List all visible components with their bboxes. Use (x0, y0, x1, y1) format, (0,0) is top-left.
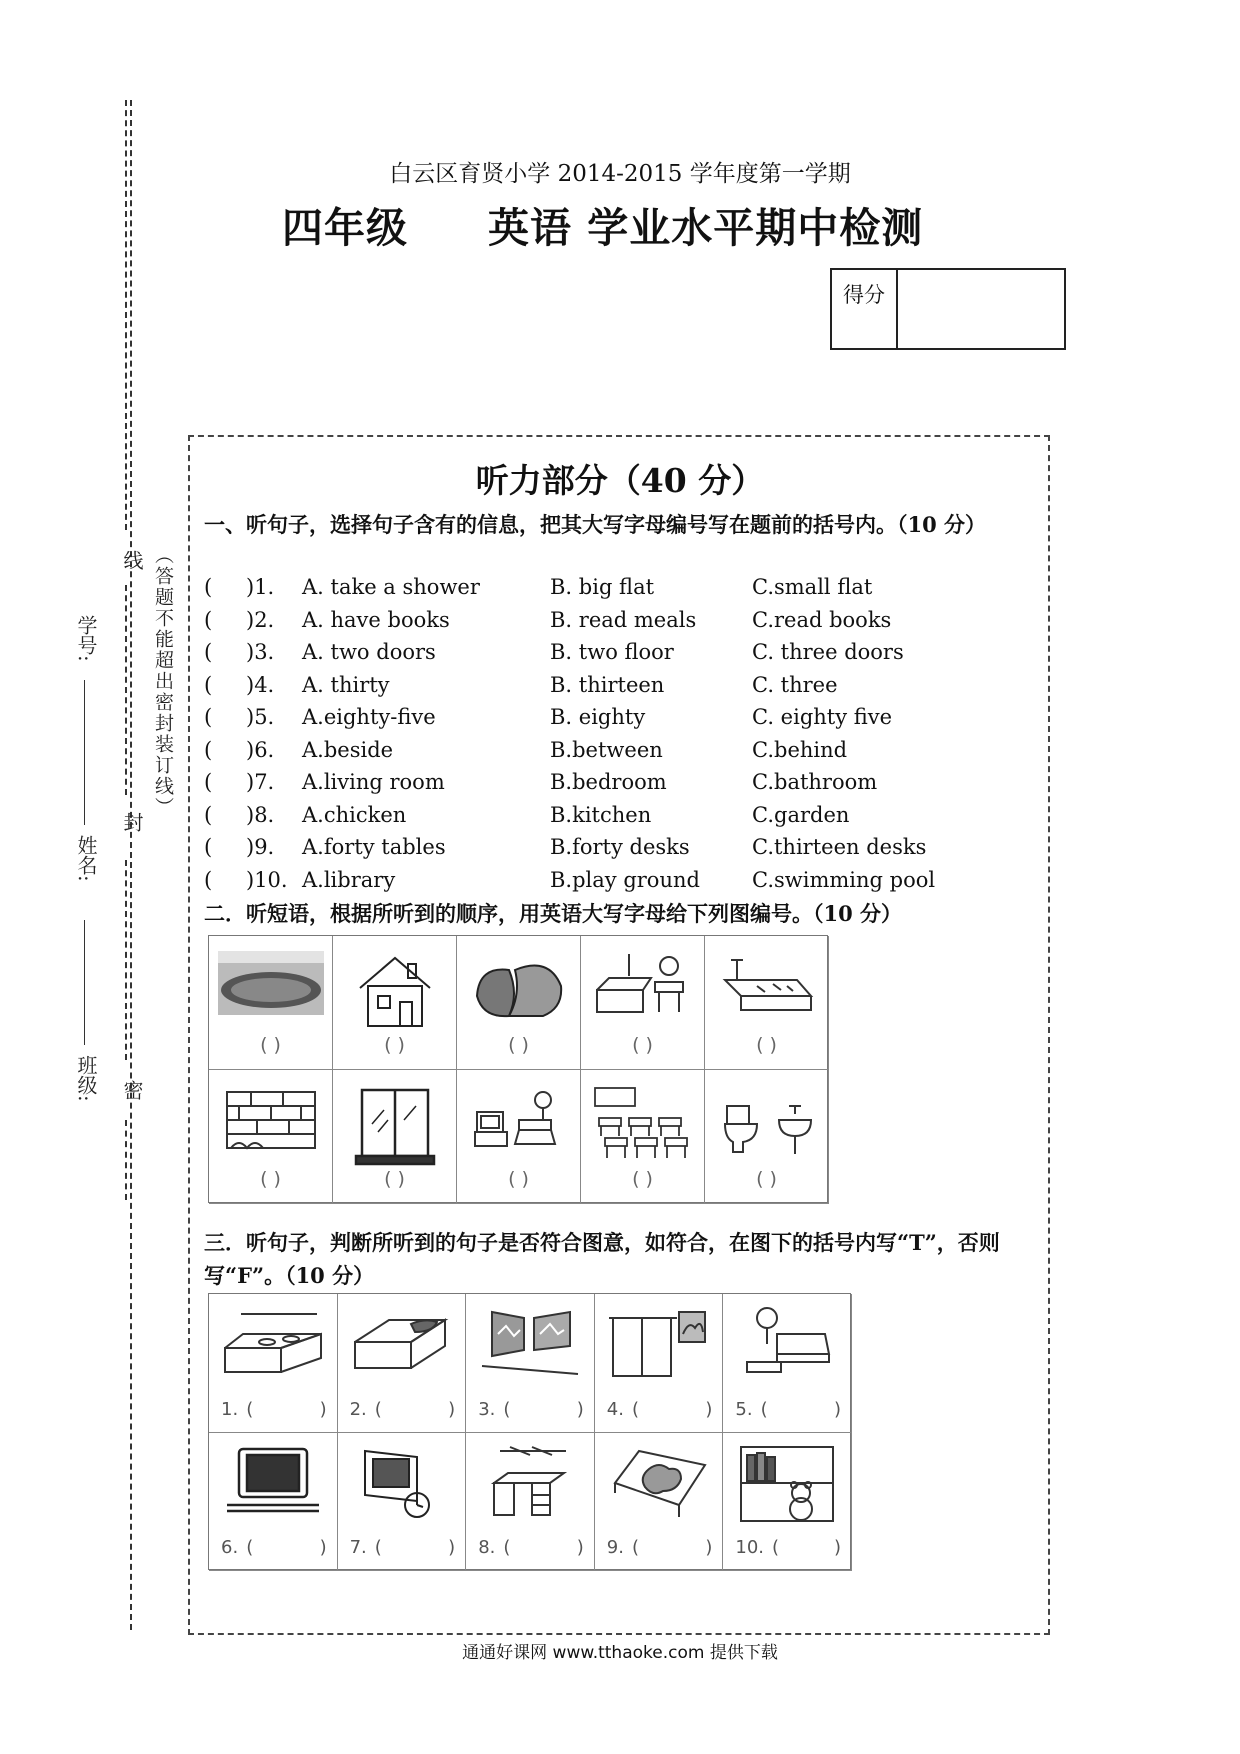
tf-answer-blank[interactable] (221, 1537, 327, 1558)
picture-number: 1. (221, 1398, 239, 1420)
answer-paren[interactable]: ( (204, 802, 213, 827)
answer-paren[interactable]: ( (204, 575, 213, 599)
answer-paren[interactable]: ( (204, 607, 213, 632)
close-paren: ) (319, 1537, 327, 1558)
picture-number-and-open-paren (607, 1537, 639, 1558)
option-c: C.read books (752, 607, 892, 632)
class-label: 班级: (74, 1055, 98, 1102)
section3-heading: 三．听句子，判断所听到的句子是否符合图意，如符合，在图下的括号内写“T”，否则写“F”。（10 分） (204, 1230, 1000, 1288)
binding-dashed-line-outer (130, 100, 132, 1630)
picture-cell (338, 1294, 467, 1433)
close-paren: ) (705, 1398, 713, 1420)
open-paren: ( (374, 1398, 382, 1420)
tf-answer-blank[interactable] (478, 1399, 584, 1420)
picture-cell (333, 1070, 457, 1204)
option-c: C.bathroom (752, 770, 878, 794)
picture-number: 4. (606, 1398, 624, 1420)
answer-blank[interactable]: ( ) (260, 1168, 281, 1190)
picture-cell (457, 1070, 581, 1204)
question-number: )8. (246, 802, 275, 827)
picture-cell (338, 1433, 467, 1572)
picture-cell (466, 1294, 595, 1433)
seal-line-seg-2 (125, 860, 127, 1060)
close-paren: ) (448, 1537, 456, 1558)
picture-number: 8. (478, 1537, 496, 1558)
score-label: 得分 (832, 270, 898, 348)
seal-line-seg-1 (125, 1120, 127, 1200)
tf-answer-blank[interactable] (607, 1537, 713, 1558)
close-paren: ) (319, 1398, 327, 1420)
option-b: B.forty desks (550, 835, 690, 859)
close-paren: ) (833, 1537, 841, 1558)
listening-title: 听力部分（40 分） (475, 461, 765, 500)
close-paren: ) (448, 1398, 456, 1420)
picture-cell (595, 1433, 724, 1572)
footer-credit: 通通好课网 www.tthaoke.com 提供下载 (462, 1643, 778, 1663)
option-b: B. big flat (550, 575, 655, 599)
picture-cell (581, 1070, 705, 1204)
open-paren: ( (760, 1398, 768, 1420)
picture-number-and-open-paren (221, 1537, 253, 1558)
picture-cell (209, 1294, 338, 1433)
option-c: C.swimming pool (752, 867, 936, 892)
option-c: C. three doors (752, 640, 904, 664)
option-a: A.chicken (302, 802, 407, 827)
question-number: )6. (246, 737, 275, 762)
answer-blank[interactable]: ( ) (632, 1168, 653, 1190)
open-paren: ( (631, 1537, 640, 1558)
open-paren: ( (246, 1537, 254, 1558)
picture-cell (457, 936, 581, 1070)
answer-paren[interactable]: ( (204, 672, 213, 697)
seal-mark-mi: 密 (120, 1080, 144, 1100)
tf-answer-blank[interactable] (350, 1537, 456, 1558)
picture-cell (581, 936, 705, 1070)
exam-subtitle: 白云区育贤小学 2014-2015 学年度第一学期 (389, 161, 851, 187)
option-a: A.forty tables (302, 835, 446, 859)
picture-number: 10. (735, 1537, 765, 1558)
answer-blank[interactable]: ( ) (508, 1034, 529, 1056)
option-a: A.living room (302, 770, 445, 794)
picture-cell (333, 936, 457, 1070)
exam-grade: 四年级 (282, 204, 408, 252)
tf-answer-blank[interactable] (221, 1399, 327, 1420)
exam-title: 英语 学业水平期中检测 (488, 204, 924, 252)
id-label: 学号: (74, 615, 98, 662)
close-paren: ) (576, 1537, 584, 1558)
option-b: B. eighty (550, 705, 646, 729)
close-paren: ) (833, 1398, 841, 1420)
picture-number: 9. (606, 1537, 624, 1558)
picture-number-and-open-paren (221, 1399, 253, 1420)
picture-cell (209, 1433, 338, 1572)
score-box[interactable] (830, 268, 1066, 350)
open-paren: ( (503, 1537, 511, 1558)
answer-blank[interactable]: ( ) (384, 1034, 405, 1056)
open-paren: ( (374, 1537, 382, 1558)
question-number: )7. (246, 770, 275, 794)
option-a: A. thirty (302, 672, 390, 697)
option-c: C.small flat (752, 575, 873, 599)
tf-answer-blank[interactable] (735, 1399, 841, 1420)
picture-cell (705, 1070, 829, 1204)
open-paren: ( (631, 1398, 640, 1420)
picture-number-and-open-paren (607, 1399, 639, 1420)
option-c: C.behind (752, 737, 848, 762)
question-number: )3. (246, 640, 275, 664)
option-b: B. two floor (550, 640, 674, 664)
class-field[interactable] (84, 920, 85, 1045)
question-number: )9. (246, 835, 275, 859)
answer-blank[interactable]: ( ) (260, 1034, 281, 1056)
option-a: A.eighty-five (302, 705, 436, 729)
option-a: A.beside (302, 737, 394, 762)
binding-note: （答题不能超出密封装订线） (152, 545, 174, 818)
option-b: B.kitchen (550, 802, 652, 827)
picture-number-and-open-paren (478, 1399, 510, 1420)
option-a: A. have books (302, 607, 450, 632)
option-a: A. take a shower (302, 575, 480, 599)
answer-paren[interactable]: ( (204, 640, 213, 664)
question-number: )5. (246, 705, 275, 729)
answer-blank[interactable]: ( ) (756, 1168, 777, 1190)
tf-answer-blank[interactable] (607, 1399, 713, 1420)
tf-answer-blank[interactable] (478, 1537, 584, 1558)
answer-paren[interactable]: ( (204, 835, 213, 859)
answer-paren[interactable]: ( (204, 705, 213, 729)
option-c: C. eighty five (752, 705, 893, 729)
picture-cell (723, 1294, 852, 1433)
section2-heading: 二．听短语，根据所听到的顺序，用英语大写字母给下列图编号。（10 分） (204, 901, 903, 926)
picture-number: 7. (349, 1537, 367, 1558)
name-field[interactable] (84, 680, 85, 825)
answer-blank[interactable]: ( ) (756, 1034, 777, 1056)
seal-mark-xian: 线 (120, 550, 144, 570)
answer-paren[interactable]: ( (204, 867, 213, 892)
section3-picture-grid (208, 1293, 851, 1570)
picture-number: 6. (221, 1537, 239, 1558)
close-paren: ) (576, 1398, 584, 1420)
answer-blank[interactable]: ( ) (632, 1034, 653, 1056)
option-b: B.bedroom (550, 770, 667, 794)
option-b: B. read meals (550, 607, 697, 632)
picture-cell (209, 936, 333, 1070)
option-a: A.library (302, 867, 396, 892)
question-number: )2. (246, 607, 275, 632)
picture-number-and-open-paren (735, 1399, 767, 1420)
picture-number-and-open-paren (350, 1537, 382, 1558)
picture-cell (595, 1294, 724, 1433)
open-paren: ( (503, 1398, 511, 1420)
picture-number-and-open-paren (478, 1537, 510, 1558)
option-c: C. three (752, 672, 838, 697)
name-label: 姓名: (74, 835, 98, 882)
answer-blank[interactable]: ( ) (508, 1168, 529, 1190)
seal-mark-feng: 封 (120, 812, 144, 832)
picture-number-and-open-paren (735, 1537, 779, 1558)
answer-paren[interactable]: ( (204, 737, 213, 762)
seal-line-seg-3 (125, 585, 127, 795)
option-c: C.garden (752, 802, 850, 827)
section1-heading: 一、听句子，选择句子含有的信息，把其大写字母编号写在题前的括号内。（10 分） (204, 512, 987, 537)
tf-answer-blank[interactable] (350, 1399, 456, 1420)
picture-number-and-open-paren (350, 1399, 382, 1420)
picture-cell (705, 936, 829, 1070)
picture-cell (723, 1433, 852, 1572)
picture-number: 3. (478, 1398, 496, 1420)
section2-picture-grid (208, 935, 828, 1203)
answer-paren[interactable]: ( (204, 770, 213, 794)
question-number: )4. (246, 672, 275, 697)
option-b: B. thirteen (550, 672, 665, 697)
tf-answer-blank[interactable] (735, 1537, 841, 1558)
option-b: B.between (550, 737, 663, 762)
question-number: )1. (246, 575, 275, 599)
picture-cell (209, 1070, 333, 1204)
picture-number: 5. (735, 1398, 753, 1420)
picture-number: 2. (349, 1398, 367, 1420)
answer-blank[interactable]: ( ) (384, 1168, 405, 1190)
open-paren: ( (246, 1398, 254, 1420)
option-c: C.thirteen desks (752, 835, 927, 859)
question-number: )10. (246, 867, 288, 892)
close-paren: ) (705, 1537, 713, 1558)
picture-cell (466, 1433, 595, 1572)
option-b: B.play ground (550, 867, 700, 892)
open-paren: ( (772, 1537, 780, 1558)
option-a: A. two doors (302, 640, 436, 664)
